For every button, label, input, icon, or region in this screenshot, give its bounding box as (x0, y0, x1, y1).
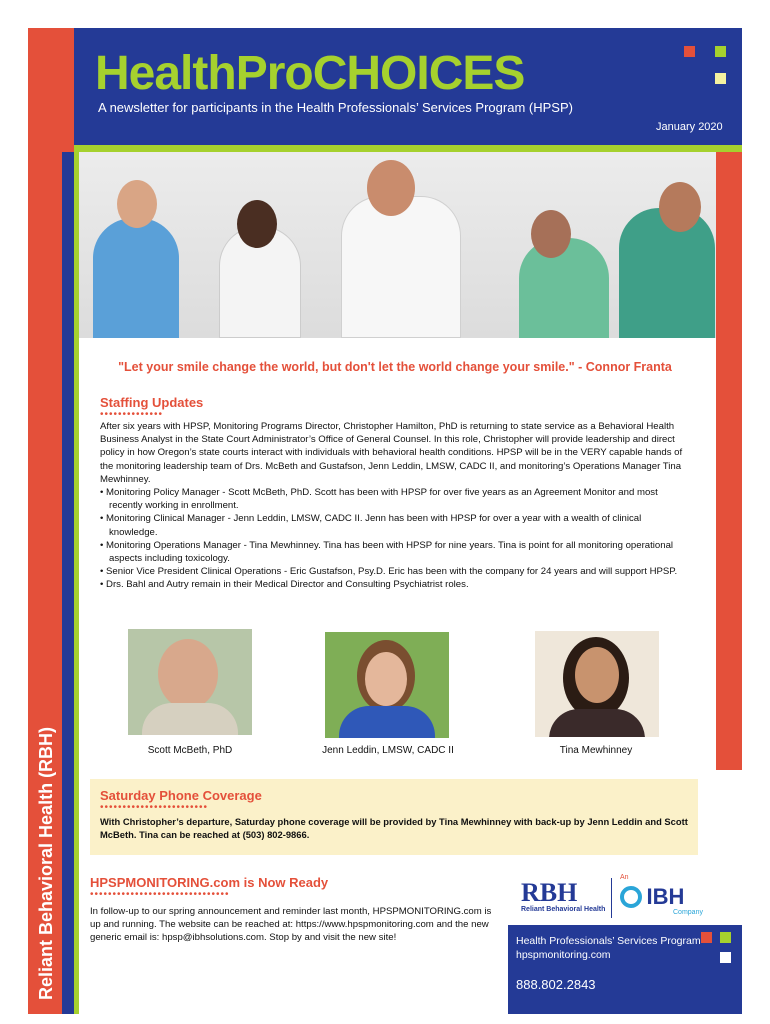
vertical-company-label: Reliant Behavioral Health (RBH) (36, 726, 56, 1000)
portrait-caption: Jenn Leddin, LMSW, CADC II (322, 745, 454, 756)
staffing-dotted-rule: •••••••••••••• (100, 409, 164, 420)
phone-number: 888.802.2843 (516, 977, 596, 992)
ibh-logo: IBH (620, 884, 684, 910)
right-red-band (716, 152, 742, 770)
small-green-square-icon (720, 932, 731, 943)
staffing-bullet: • Monitoring Operations Manager - Tina Mewhinney. Tina has been with HPSP for nine years. Tina is point for all monitoring operational aspects including toxicology. (100, 539, 674, 565)
staffing-bullet: • Monitoring Policy Manager - Scott McBeth, PhD. Scott has been with HPSP for over five years as an Agreement Monitor and most recently working in enrollment. (100, 487, 658, 512)
staffing-intro: After six years with HPSP, Monitoring Programs Director, Christopher Hamilton, PhD is returning to state service as a Behavioral Health Business Analyst in the State Court Administrator’s Office of General Counsel. In this role, Christopher will provide leadership and direct policy in how Oregon’s state courts interact with individuals with behavioral health conditions. HPSP will be in the VERY capable hands of the monitoring leadership team of Drs. McBeth and Gustafson, Jenn Leddin, LMSW, CADC II, and monitoring’s Operations Manager Tina Mewhinney. (100, 421, 683, 485)
program-name: Health Professionals’ Services Program (516, 935, 701, 947)
website-link[interactable]: hpspmonitoring.com (516, 949, 611, 961)
portrait-caption: Tina Mewhinney (559, 745, 633, 756)
saturday-dotted-rule: •••••••••••••••••••••••• (100, 802, 209, 813)
ibh-company-label: Company (673, 909, 703, 916)
hero-photo-healthcare-team (79, 152, 716, 338)
saturday-coverage-box (90, 779, 698, 855)
portrait-caption: Scott McBeth, PhD (147, 745, 233, 756)
small-white-square-icon (720, 952, 731, 963)
logo-divider (611, 878, 612, 918)
portrait-scott-mcbeth (128, 629, 252, 735)
portrait-tina-mewhinney (535, 631, 659, 737)
staffing-bullet: • Monitoring Clinical Manager - Jenn Leddin, LMSW, CADC II. Jenn has been with HPSP for over a year with a wealth of clinical knowledge. (100, 513, 642, 538)
contact-box (508, 925, 742, 1014)
saturday-body: With Christopher’s departure, Saturday phone coverage will be provided by Tina Mewhinney with back-up by Jenn Leddin and Scott McBeth. Tina can be reached at (503) 802-9866. (100, 816, 688, 841)
staffing-heading: Staffing Updates (100, 395, 204, 410)
rbh-logo: RBH Reliant Behavioral Health (521, 878, 606, 913)
ibh-swirl-icon (620, 886, 642, 908)
small-red-square-icon (701, 932, 712, 943)
header-green-rule (74, 145, 742, 152)
saturday-heading: Saturday Phone Coverage (100, 788, 262, 803)
staffing-bullet: • Drs. Bahl and Autry remain in their Medical Director and Consulting Psychiatrist roles. (100, 579, 469, 591)
website-dotted-rule: ••••••••••••••••••••••••••••••• (90, 889, 230, 900)
issue-date: January 2020 (656, 121, 723, 133)
website-body: In follow-up to our spring announcement and reminder last month, HPSPMONITORING.com is up and running. The website can be reached at: https://www.hpspmonitoring.com and the new generic email is: hpsp@ibhsolutions.com. Stop by and visit the new site! (90, 906, 492, 944)
left-blue-stripe (62, 152, 74, 1014)
portrait-jenn-leddin (325, 632, 449, 738)
inspirational-quote: "Let your smile change the world, but don't let the world change your smile." - Connor Franta (118, 360, 672, 374)
website-heading: HPSPMONITORING.com is Now Ready (90, 875, 329, 890)
newsletter-title: HealthProCHOICES (95, 47, 525, 100)
staffing-body (100, 420, 692, 592)
newsletter-subtitle: A newsletter for participants in the Health Professionals’ Services Program (HPSP) (98, 100, 573, 115)
staffing-bullet: • Senior Vice President Clinical Operations - Eric Gustafson, Psy.D. Eric has been with the company for 24 years and will support HPSP. (100, 566, 678, 578)
an-label: An (620, 874, 629, 881)
